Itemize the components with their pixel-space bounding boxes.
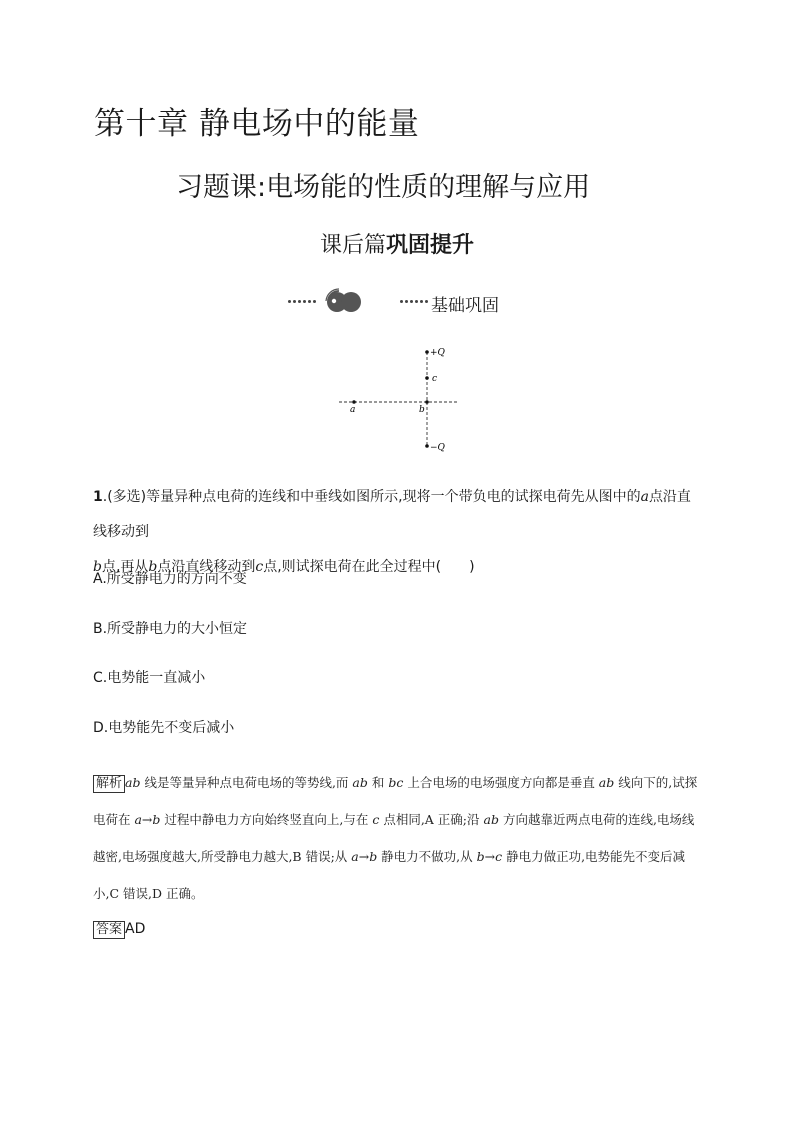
option-d: D.电势能先不变后减小 [93,720,235,736]
charge-field-figure [335,340,465,458]
option-a: A.所受静电力的方向不变 [93,571,247,587]
question-tag: .(多选) [102,489,147,505]
question-number: 1 [93,489,103,505]
answer-value: AD [125,921,146,937]
option-c: C.电势能一直减小 [93,670,206,686]
analysis-var: ab [352,775,368,790]
analysis-text: 静电力做正功,电势能先不变后减小,C 错误,D 正确。 [93,849,686,901]
point-c [425,376,429,380]
label-plus-q: +Q [430,348,445,358]
level-divider [288,288,548,316]
question-text-3: 点,再从 [101,559,149,575]
label-b: b [419,405,425,415]
analysis-block [93,764,703,912]
analysis-var: bc [388,775,404,790]
label-minus-q: −Q [430,443,445,453]
answer-block [93,921,145,939]
dotted-leader-left [288,300,318,304]
analysis-text: 和 [367,775,389,790]
label-c: c [432,374,438,384]
analysis-text: 点相同,A 正确;沿 [379,812,484,827]
chapter-title: 第十章 静电场中的能量 [94,106,420,142]
question-text-1: 等量异种点电荷的连线和中垂线如图所示,现将一个带负电的试探电荷先从图中的 [146,489,641,505]
point-a [352,400,356,404]
var-b: b [93,559,102,575]
analysis-var: a→b [134,812,161,827]
dotted-leader-right [400,300,430,304]
analysis-var: ab [598,775,615,790]
analysis-var: c [372,812,380,827]
option-b: B.所受静电力的大小恒定 [93,621,248,637]
section-title-normal: 课后篇 [319,233,386,258]
analysis-var: ab [125,775,141,790]
analysis-text: 方向越靠近两点电荷的连线,电场线越密,电场强度越大,所受静电力越大,B 错误;从 [93,812,695,864]
analysis-var: a→b [351,849,378,864]
analysis-var: b→c [476,849,503,864]
negative-charge-point [425,444,429,448]
analysis-text: 过程中静电力方向始终竖直向上,与在 [160,812,373,827]
var-b-2: b [148,559,158,575]
answer-tag: 答案 [93,921,125,939]
section-title [0,228,794,259]
analysis-tag: 解析 [93,775,125,793]
var-c: c [255,559,264,575]
analysis-text: 线向下的,试探电荷在 [93,775,698,827]
analysis-text: 静电力不做功,从 [377,849,477,864]
question-text-2: 点沿直线移动到 [93,489,691,540]
lesson-title: 习题课:电场能的性质的理解与应用 [176,172,591,203]
positive-charge-point [425,350,429,354]
point-b [425,400,429,404]
section-title-bold: 巩固提升 [386,233,475,258]
analysis-text: 线是等量异种点电荷电场的等势线,而 [140,775,353,790]
var-a: a [640,489,649,505]
analysis-var: ab [483,812,499,827]
level-label: 基础巩固 [431,296,499,316]
question-text-5: 点,则试探电荷在此全过程中( ) [263,559,475,575]
label-a: a [350,405,356,415]
analysis-text: 上合电场的电场强度方向都是垂直 [403,775,599,790]
level-badge-icon [323,288,367,314]
question-text-4: 点沿直线移动到 [157,559,256,575]
